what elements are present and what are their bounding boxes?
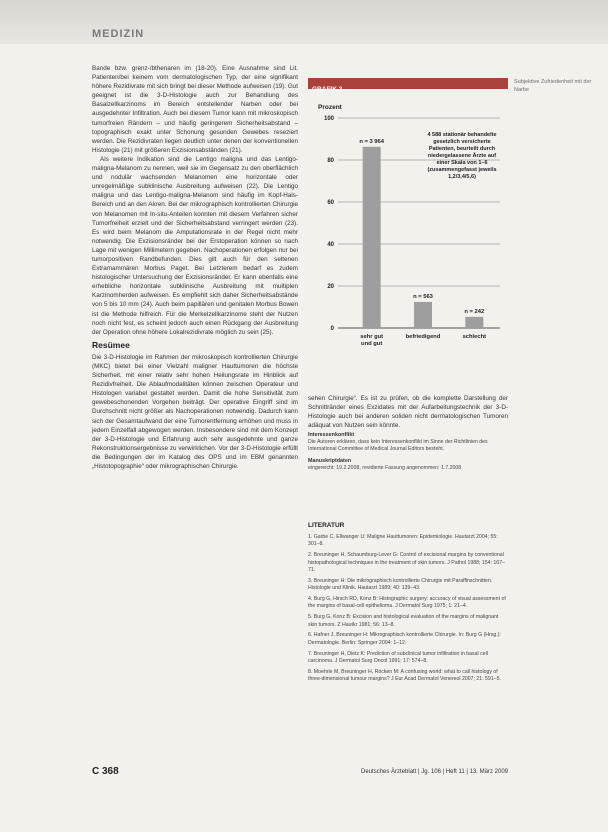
graphic-annotation: 4 588 stationär behandelte gesetzlich versicherte Patienten, beurteilt durch niedergelassene Ärzte auf einer Skala von 1–6 (zusammengefasst jeweils 1,2/3,4/5,6) — [427, 132, 497, 180]
list-item: 3. Breuninger H: Die mikrographisch kontrollierte Chirurgie mit Paraffinschnitten. Histologie und Klinik. Hautarzt 1989; 40: 139–43. — [308, 577, 493, 592]
list-item: 2. Breuninger H, Schaumburg-Lever G: Control of excisional margins by conventional histopathological techniques in the treatment of skin tumors. J Pathol 1988; 154: 167–71. — [308, 552, 505, 574]
y-tick-label: 40 — [327, 242, 334, 248]
section-label: MEDIZIN — [92, 28, 145, 40]
side-caption: Subjektive Zufriedenheit mit der Narbe — [514, 79, 592, 93]
x-category-label: befriedigend — [405, 334, 441, 340]
conflict-text: Die Autoren erklären, dass kein Interessenkonflikt im Sinne der Richtlinien des International Committee of Medical Journal Editors besteht. — [308, 439, 488, 452]
graphic-box — [308, 78, 508, 390]
list-item: 4. Burg G, Hirsch RD, Konz B: Histographic surgery: accuracy of visual assessment of the margins of basal-cell epithelioma. J Dermatol Surg 1975; 1: 21–4. — [308, 596, 506, 610]
bar-data-label: n = 242 — [464, 308, 485, 315]
page-number: C 368 — [92, 766, 119, 777]
list-item: 1. Garbe C, Ellwanger U: Maligne Hauttumoren: Epidemiologie. Hautarzt 2004; 55: 301–8. — [308, 534, 498, 548]
x-category-label: schlecht — [462, 334, 487, 340]
y-tick-label: 0 — [330, 326, 334, 332]
manuscript-title: Manuskriptdaten — [308, 458, 352, 464]
literature-list — [308, 534, 508, 687]
summary-text: Die 3-D-Histologie im Rahmen der mikroskopisch kontrollierten Chirurgie (MKC) bietet bei einer Vielzahl maligner Hauttumoren die höchste Sicherheit, mit einer relativ sehr hohen Heilungsrate im Hinblick auf Rezidivfreiheit. Die Ablaufmodalitäten können zwischen Operateur und Histologen variabel gestaltet werden. Damit die hohe Sensitivität zum gewebeschonenden Vorgehen beiträgt. Der operative Eingriff sind im Durchschnitt nicht größer als Nachoperationen notwendig. Dadurch kann sich der Gesamtaufwand der eine Tumorentfernung erhöhen und muss in jedem Einzelfall abgewogen werden. Insbesondere sind mit dem Konzept der 3-D-Histologie und Erfahrung auch sehr ausgedehnte und ganze Rekonstruktionsergebnisse zu verwirklichen. Vor der 3-D-Histologie erfüllt die Bedingungen der im Katalog des OPS und im EBM genannten „Histotopographie“ oder mikrographischen Chirurgie. — [92, 353, 298, 471]
y-tick-label: 80 — [327, 158, 334, 164]
chart-bar — [414, 302, 432, 328]
graphic-tag — [308, 78, 508, 93]
list-item: 6. Hafner J, Breuninger H: Mikrographisch kontrollierte Chirurgie. In: Burg G (Hrsg.): Dermatologie. Berlin: Springer 2004: 1–12. — [308, 632, 501, 646]
list-item: 5. Burg G, Konz B: Excision and histological evaluation of the margins of malignant skin tumors. Z Hautkr 1981; 56: 13–8. — [308, 614, 499, 628]
bar-chart — [308, 90, 508, 390]
summary-heading: Resümee — [92, 339, 130, 350]
conflict-note — [308, 432, 508, 453]
y-tick-label: 100 — [323, 116, 334, 122]
bar-data-label: n = 3 964 — [359, 138, 384, 145]
list-item: 8. Moehrle M, Breuninger H, Röcken M: A confusing world: what to call histology of three-dimensional tumour margins? J Eur Acad Dermatol Venereol 2007; 21: 591–5. — [308, 668, 501, 683]
list-item: 7. Breuninger H, Dietz K: Prediction of subclinical tumor infiltration in basal cell carcinoma. J Dermatol Surg Oncol 1991; 17: 574–8. — [308, 650, 488, 665]
paragraph: Als weitere Indikation sind die Lentigo maligna und das Lentigo-maligna-Melanom zu nennen, weil sie im Gegensatz zu den oberflächlich und nodulär wachsenden Melanomen eine horizontale oder unregelmäßige subklinische Ausbreitung aufweisen (22). Die Lentigo maligna und das Lentigo-maligna-Melanom sind häufig im Kopf-Hals-Bereich und an den Akren. Bei der mikrographisch kontrollierten Chirurgie von Melanomen mit In-situ-Anteilen konnten mit diesem Verfahren sicher Tumorfreiheit erzielt und der Sicherheitsabstand verringert werden (23). Es wird beim Melanom die Amputationsrate in der Regel nicht mehr notwendig. Die Exzisionsränder bei der Erstoperation können so nach Lage mit wenigen Millimetern gegeben. Nachoperationen erfolgen nur bei tumorpositiven Randbefunden. Dies gilt auch für den seltenen Extramammären Morbus Paget. Bei Letzterem bedarf es zudem histologischer Untersuchung der Exzisionsränder. Er kann ebenfalls eine erhebliche horizontale subklinische Ausbreitung mit multiplen Karzinomherden aufweisen. Es empfiehlt sich daher Sicherheitsabstände von 5 bis 10 mm (24). Auch beim papillären und genitalen Morbus Bowen ist die Methode hilfreich. Für die Merkelzellkarzinome steht der Nutzen noch nicht fest, es scheint jedoch auch einen Rückgang der Ausbreitung der Operation ohne höhere Lokalrezidivrate möglich zu sein (25). — [92, 155, 298, 336]
journal-footer: Deutsches Ärzteblatt | Jg. 106 | Heft 11 | 13. März 2009 — [361, 769, 508, 775]
y-tick-label: 60 — [327, 200, 334, 206]
manuscript-text: eingereicht: 19.2.2008, revidierte Fassung angenommen: 1.7.2008 — [308, 465, 462, 471]
right-column-text: sehen Chirurgie“. Es ist zu prüfen, ob die komplette Darstellung der Schnittränder eines Exzidates mit der Aufarbeitungstechnik der 3-D-Histologie auch bei anderen soliden nicht dermatologischen Tumoren adäquat von Nutzen sein könnte. — [308, 395, 508, 430]
y-tick-label: 20 — [327, 284, 334, 290]
y-axis-label: Prozent — [318, 104, 342, 111]
graphic-tag-label: GRAFIK 3 — [312, 86, 343, 93]
conflict-title: Interessenkonflikt — [308, 432, 355, 438]
x-category-label: sehr gut und gut — [360, 334, 384, 347]
paragraph: Bande bzw. grenz-/bthenaren im (18-20). Eine Ausnahme sind Lit. Patienten/bei keinem vom dermatologischen Typ, der eine signifikant höhere Rezidivrate mit sich bringt bei dieser Methode aufweisen (19). Gut geeignet ist die 3-D-Histologie auch zur Behandlung des Basalzellkarzinoms im Bereich entstellender Narben oder bei ausgedehnter Infiltration. Auch bei diesem Tumor kann mit mikroskopisch tumorfreien Rändern – und häufig geringerem Sicherheitsabstand – topographisch exakt unter Schonung gesunden Gewebes reseziert werden. Die Rezidivraten liegen deutlich unter denen der konventionellen Histologie (21) mit größeren Exzisionsabständen (21). — [92, 65, 298, 154]
manuscript-note — [308, 458, 508, 472]
left-column — [92, 64, 298, 471]
bar-data-label: n = 563 — [413, 293, 433, 300]
chart-bar — [465, 317, 483, 328]
chart-bar — [363, 147, 381, 328]
literature-heading: LITERATUR — [308, 522, 345, 529]
